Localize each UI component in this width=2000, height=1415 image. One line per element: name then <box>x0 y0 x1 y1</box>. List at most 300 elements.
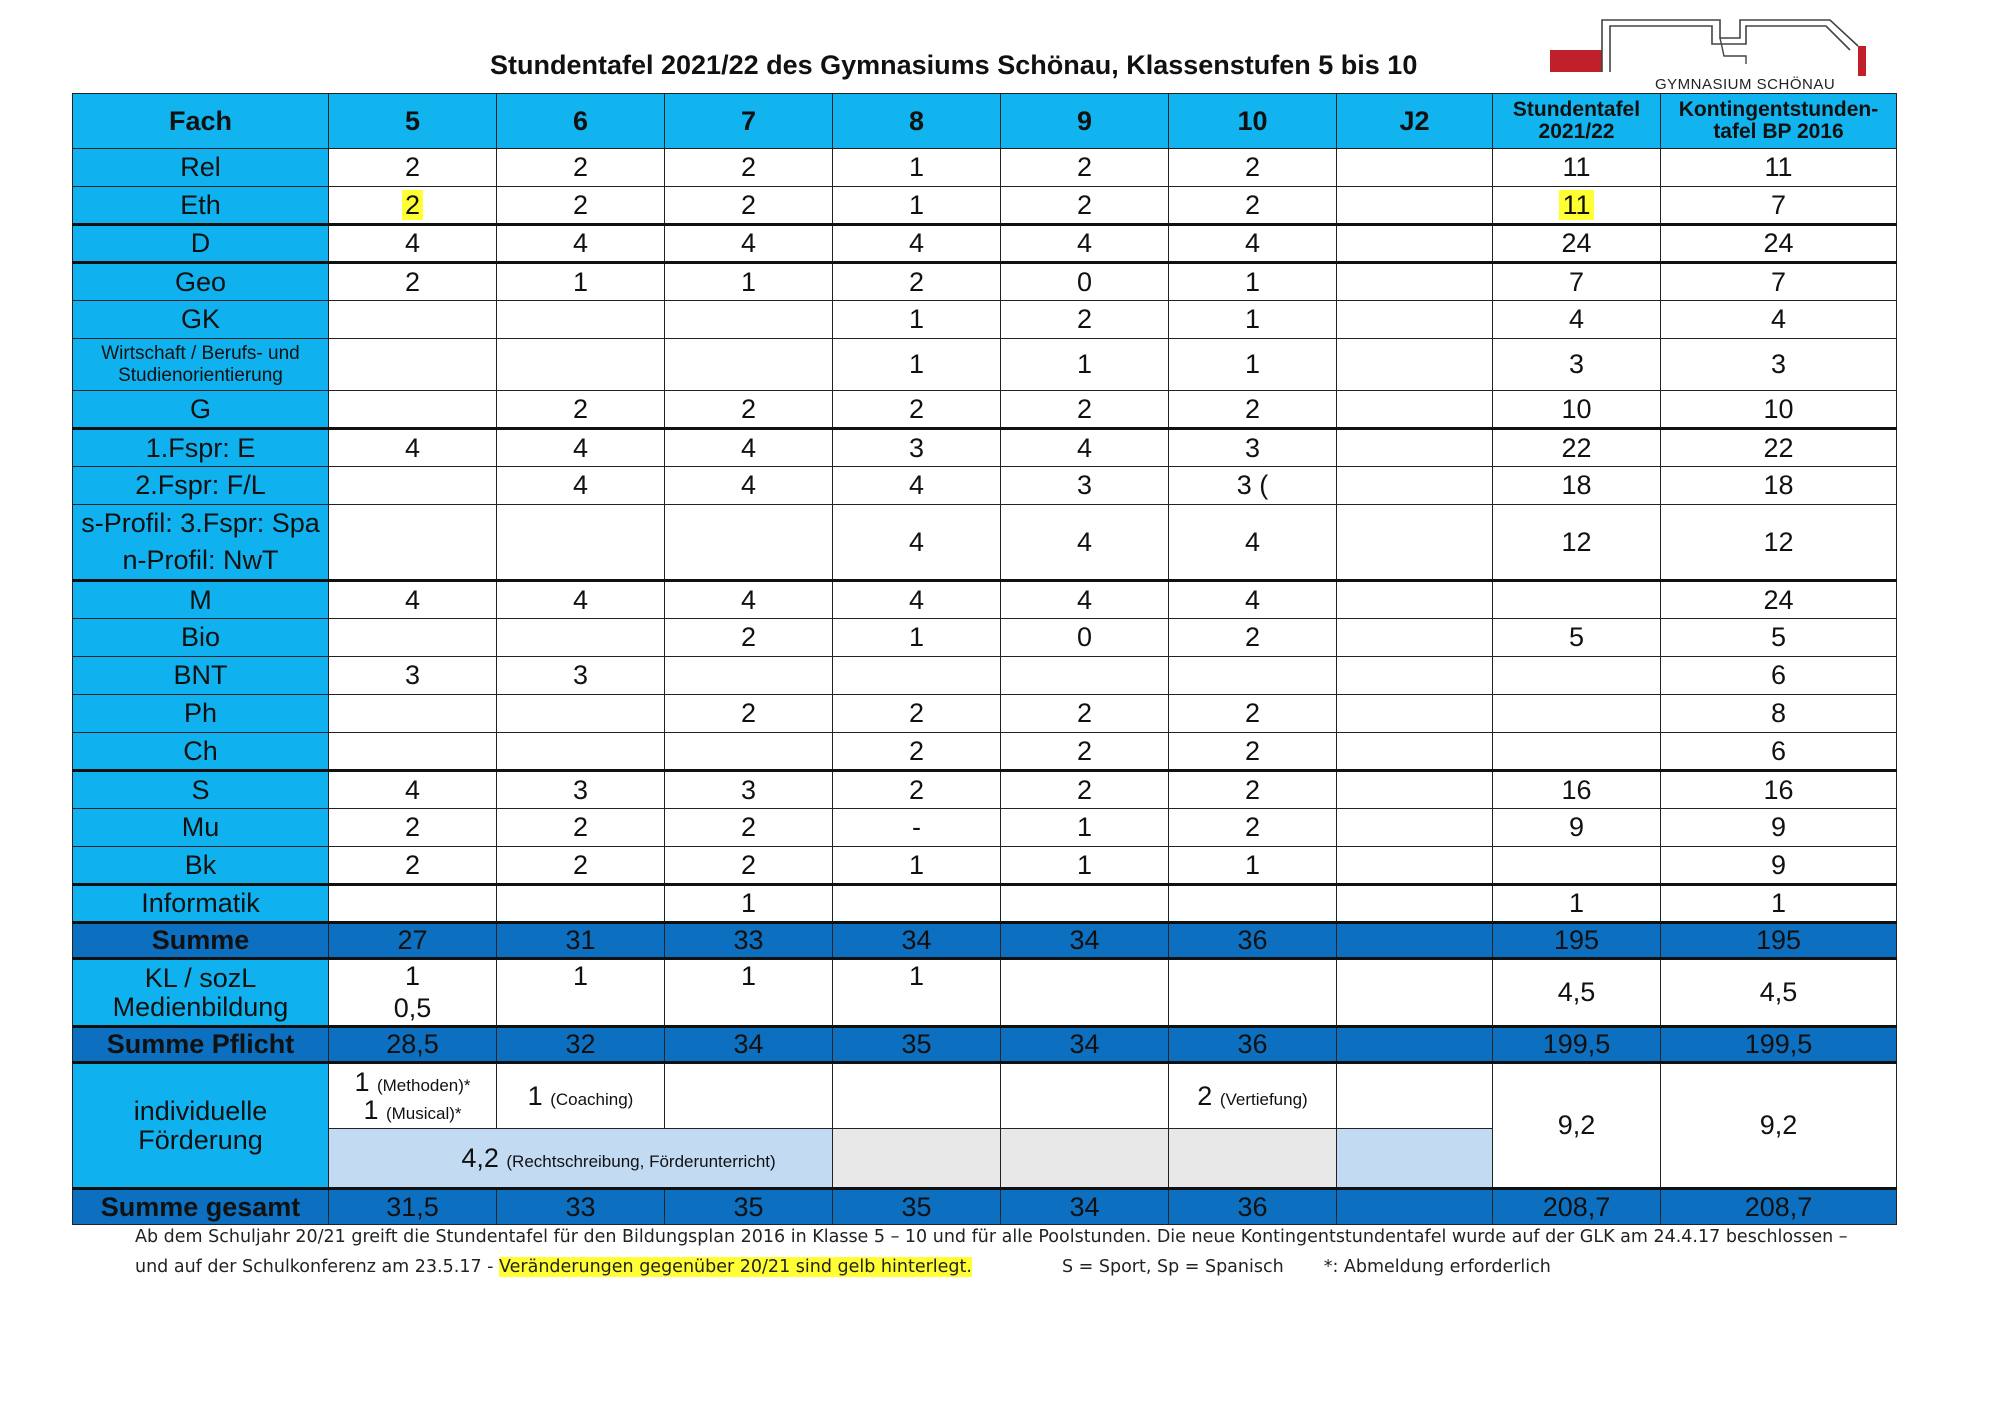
summe-pflicht-row-stundentafel: 199,5 <box>1493 1027 1661 1063</box>
hours-cell <box>1337 809 1493 847</box>
rechtschreibung-cell <box>329 1129 833 1189</box>
hours-cell <box>497 733 665 771</box>
hours-cell: 4 <box>329 581 497 619</box>
subject-row <box>73 619 1897 657</box>
hours-cell: 2 <box>665 847 833 885</box>
hours-cell <box>1337 225 1493 263</box>
foerderung-stundentafel: 9,2 <box>1493 1063 1661 1189</box>
subject-name: Rel <box>73 149 329 187</box>
summe-row-stundentafel: 195 <box>1493 923 1661 959</box>
stundentafel-total: 9 <box>1493 809 1661 847</box>
hours-cell <box>329 301 497 339</box>
hours-cell <box>665 301 833 339</box>
hours-cell: - <box>833 809 1001 847</box>
hours-cell: 2 <box>1169 733 1337 771</box>
footnote-line-2 <box>135 1252 1915 1282</box>
hours-cell: 3 <box>497 771 665 809</box>
vertiefung-entry <box>1169 1082 1336 1110</box>
subject-name: D <box>73 225 329 263</box>
hours-cell <box>833 657 1001 695</box>
page-title: Stundentafel 2021/22 des Gymnasiums Schönau, Klassenstufen 5 bis 10 <box>490 50 1418 80</box>
hours-cell: 4 <box>497 429 665 467</box>
hours-cell <box>329 187 497 225</box>
subject-name: Eth <box>73 187 329 225</box>
subject-row <box>73 847 1897 885</box>
subject-row <box>73 339 1897 391</box>
musical-entry-hours: 1 <box>363 1095 379 1125</box>
hours-cell <box>1337 771 1493 809</box>
hours-cell <box>497 885 665 923</box>
subject-row <box>73 885 1897 923</box>
summe-gesamt-row-cell: 31,5 <box>329 1189 497 1225</box>
hours-cell: 2 <box>1001 733 1169 771</box>
hours-cell <box>1337 581 1493 619</box>
hours-cell <box>1169 657 1337 695</box>
hours-cell <box>1337 619 1493 657</box>
subject-row <box>73 809 1897 847</box>
kontingent-total: 16 <box>1661 771 1897 809</box>
musical-entry-label: (Musical)* <box>385 1104 462 1123</box>
hours-cell <box>1337 695 1493 733</box>
hours-cell: 3 <box>497 657 665 695</box>
hours-cell: 3 <box>1169 429 1337 467</box>
hours-cell: 4 <box>1169 581 1337 619</box>
foerderung-label-line: individuelle <box>133 1096 268 1127</box>
hours-cell: 4 <box>1001 505 1169 581</box>
hours-cell: 1 <box>665 263 833 301</box>
hours-cell <box>665 733 833 771</box>
hours-cell: 2 <box>665 149 833 187</box>
hours-cell <box>665 657 833 695</box>
hours-cell <box>1169 885 1337 923</box>
header-row <box>73 94 1897 149</box>
timetable <box>72 93 1897 1225</box>
subject-row <box>73 187 1897 225</box>
foerderung-cell-9 <box>1001 1063 1169 1129</box>
hours-cell: 4 <box>329 771 497 809</box>
kontingent-total: 11 <box>1661 149 1897 187</box>
stundentafel-total: 24 <box>1493 225 1661 263</box>
footnote-abbreviations: S = Sport, Sp = Spanisch <box>1061 1257 1284 1277</box>
footnote-line-1: Ab dem Schuljahr 20/21 greift die Stundentafel für den Bildungsplan 2016 in Klasse 5 – 10 und für alle Poolstunden. Die neue Kontingentstundentafel wurde auf der GLK am 24.4.17 beschlossen – <box>135 1227 1848 1247</box>
kontingent-total: 10 <box>1661 391 1897 429</box>
hours-cell: 2 <box>1169 391 1337 429</box>
hours-cell: 4 <box>665 225 833 263</box>
summe-row-kontingent: 195 <box>1661 923 1897 959</box>
kl-label-line: KL / sozL <box>144 963 257 994</box>
summe-pflicht-row-cell: 28,5 <box>329 1027 497 1063</box>
foerderung-cell-10 <box>1169 1063 1337 1129</box>
kl-cell-empty <box>1169 959 1337 1027</box>
subject-row <box>73 429 1897 467</box>
hours-cell: 3 <box>329 657 497 695</box>
subject-row <box>73 657 1897 695</box>
kl-cell-5-value: 1 <box>404 961 421 991</box>
hours-cell: 2 <box>665 809 833 847</box>
hours-cell <box>1337 339 1493 391</box>
kl-cell-empty <box>1001 959 1169 1027</box>
hours-cell: 2 <box>1001 187 1169 225</box>
hours-cell: 4 <box>329 225 497 263</box>
summe-pflicht-row-cell: 35 <box>833 1027 1001 1063</box>
coaching-entry-hours: 1 <box>527 1080 543 1111</box>
summe-gesamt-row-cell <box>1337 1189 1493 1225</box>
kontingent-total: 7 <box>1661 263 1897 301</box>
hours-cell: 1 <box>497 263 665 301</box>
hours-cell: 2 <box>329 149 497 187</box>
subject-row <box>73 225 1897 263</box>
hours-cell: 2 <box>497 809 665 847</box>
summe-pflicht-row-cell: 34 <box>1001 1027 1169 1063</box>
methoden-entry <box>329 1068 496 1096</box>
subject-name: Mu <box>73 809 329 847</box>
hours-cell: 3 ( <box>1169 467 1337 505</box>
subject-row <box>73 505 1897 581</box>
kontingent-total: 6 <box>1661 733 1897 771</box>
hours-cell: 1 <box>833 149 1001 187</box>
kl-cell: 1 <box>833 959 1001 1027</box>
hours-cell <box>1337 429 1493 467</box>
hours-cell: 0 <box>1001 263 1169 301</box>
subject-row <box>73 391 1897 429</box>
hours-cell <box>1001 657 1169 695</box>
kl-cell: 1 <box>665 959 833 1027</box>
header-class-10: 10 <box>1169 94 1337 149</box>
hours-cell <box>329 391 497 429</box>
footnotes <box>135 1222 1915 1282</box>
summe-gesamt-row-cell: 35 <box>665 1189 833 1225</box>
hours-cell: 2 <box>497 847 665 885</box>
header-stundentafel-line1: Stundentafel <box>1512 97 1641 121</box>
school-logo <box>1550 12 1866 92</box>
kl-kontingent: 4,5 <box>1661 959 1897 1027</box>
hours-cell <box>1337 187 1493 225</box>
summe-pflicht-row-cell: 32 <box>497 1027 665 1063</box>
hours-cell: 2 <box>329 809 497 847</box>
kl-stundentafel: 4,5 <box>1493 959 1661 1027</box>
changed-value-highlight: 11 <box>1559 190 1593 220</box>
summe-row-cell: 34 <box>833 923 1001 959</box>
kl-label-line: Medienbildung <box>112 991 289 1022</box>
hours-cell <box>329 733 497 771</box>
hours-cell: 4 <box>833 581 1001 619</box>
hours-cell: 4 <box>1001 225 1169 263</box>
summe-gesamt-row-cell: 36 <box>1169 1189 1337 1225</box>
subject-name: BNT <box>73 657 329 695</box>
hours-cell: 2 <box>665 391 833 429</box>
stundentafel-total: 11 <box>1493 149 1661 187</box>
kl-label <box>73 959 329 1027</box>
hours-cell: 2 <box>1001 301 1169 339</box>
hours-cell: 2 <box>1001 695 1169 733</box>
hours-cell: 1 <box>1001 847 1169 885</box>
stundentafel-total <box>1493 581 1661 619</box>
kontingent-total: 22 <box>1661 429 1897 467</box>
foerderung-cell-6 <box>497 1063 665 1129</box>
summe-row-cell: 31 <box>497 923 665 959</box>
summe-row <box>73 923 1897 959</box>
hours-cell <box>329 505 497 581</box>
header-kontingent-line1: Kontingentstunden- <box>1678 97 1879 121</box>
stundentafel-total: 7 <box>1493 263 1661 301</box>
hours-cell <box>1337 301 1493 339</box>
hours-cell: 4 <box>1169 505 1337 581</box>
header-class-7: 7 <box>665 94 833 149</box>
hours-cell: 2 <box>497 149 665 187</box>
hours-cell <box>329 885 497 923</box>
hours-cell <box>1337 733 1493 771</box>
kl-cell: 1 <box>497 959 665 1027</box>
foerderung-cell-empty <box>1337 1129 1493 1189</box>
hours-cell: 4 <box>1001 581 1169 619</box>
hours-cell <box>329 467 497 505</box>
kontingent-total: 6 <box>1661 657 1897 695</box>
header-fach: Fach <box>73 94 329 149</box>
hours-cell: 0 <box>1001 619 1169 657</box>
hours-cell: 4 <box>497 225 665 263</box>
kontingent-total: 24 <box>1661 225 1897 263</box>
hours-cell <box>497 301 665 339</box>
methoden-entry-hours: 1 <box>354 1066 370 1097</box>
kontingent-total: 8 <box>1661 695 1897 733</box>
hours-cell: 2 <box>1169 149 1337 187</box>
hours-cell <box>1337 263 1493 301</box>
hours-cell: 3 <box>665 771 833 809</box>
hours-cell: 4 <box>833 467 1001 505</box>
hours-cell: 4 <box>1001 429 1169 467</box>
subject-name: Wirtschaft / Berufs- und Studienorientierung <box>73 339 329 391</box>
hours-cell <box>665 339 833 391</box>
hours-cell: 1 <box>833 847 1001 885</box>
hours-cell: 1 <box>833 301 1001 339</box>
subject-name: Bk <box>73 847 329 885</box>
stundentafel-total: 22 <box>1493 429 1661 467</box>
subject-name: Bio <box>73 619 329 657</box>
summe-gesamt-row-stundentafel: 208,7 <box>1493 1189 1661 1225</box>
hours-cell: 4 <box>665 581 833 619</box>
kontingent-total: 4 <box>1661 301 1897 339</box>
hours-cell: 4 <box>665 429 833 467</box>
subject-name: Ch <box>73 733 329 771</box>
hours-cell: 1 <box>1169 301 1337 339</box>
kontingent-total: 5 <box>1661 619 1897 657</box>
hours-cell: 4 <box>665 467 833 505</box>
summe-gesamt-row-cell: 35 <box>833 1189 1001 1225</box>
hours-cell: 2 <box>1001 771 1169 809</box>
kontingent-total: 24 <box>1661 581 1897 619</box>
stundentafel-total <box>1493 733 1661 771</box>
kontingent-total: 12 <box>1661 505 1897 581</box>
hours-cell: 1 <box>1001 809 1169 847</box>
stundentafel-total <box>1493 187 1661 225</box>
foerderung-cell-empty <box>1001 1129 1169 1189</box>
foerderung-cell-j2 <box>1337 1063 1493 1129</box>
summe-row-cell: 36 <box>1169 923 1337 959</box>
stundentafel-total: 5 <box>1493 619 1661 657</box>
hours-cell: 2 <box>833 391 1001 429</box>
summe-gesamt-row-label: Summe gesamt <box>73 1189 329 1225</box>
hours-cell: 2 <box>1169 695 1337 733</box>
foerderung-cell-7 <box>665 1063 833 1129</box>
hours-cell <box>1337 885 1493 923</box>
vertiefung-entry-label: (Vertiefung) <box>1219 1089 1308 1109</box>
hours-cell: 2 <box>665 619 833 657</box>
hours-cell <box>497 505 665 581</box>
header-class-8: 8 <box>833 94 1001 149</box>
hours-cell: 4 <box>833 225 1001 263</box>
hours-cell: 1 <box>665 885 833 923</box>
subject-name: Geo <box>73 263 329 301</box>
hours-cell: 2 <box>665 187 833 225</box>
foerderung-kontingent: 9,2 <box>1661 1063 1897 1189</box>
hours-cell: 2 <box>497 187 665 225</box>
hours-cell: 2 <box>1169 809 1337 847</box>
hours-cell: 1 <box>1001 339 1169 391</box>
hours-cell: 3 <box>1001 467 1169 505</box>
hours-cell: 1 <box>833 187 1001 225</box>
header-class-9: 9 <box>1001 94 1169 149</box>
subject-name-line2: n-Profil: NwT <box>122 545 279 575</box>
hours-cell <box>329 339 497 391</box>
subject-name <box>73 505 329 581</box>
summe-row-cell: 34 <box>1001 923 1169 959</box>
hours-cell: 4 <box>497 467 665 505</box>
kontingent-total: 7 <box>1661 187 1897 225</box>
header-stundentafel <box>1493 94 1661 149</box>
foerderung-cell-empty <box>833 1129 1001 1189</box>
foerderung-label <box>73 1063 329 1189</box>
foerderung-row-top <box>73 1063 1897 1129</box>
stundentafel-total <box>1493 695 1661 733</box>
subject-name: 2.Fspr: F/L <box>73 467 329 505</box>
hours-cell <box>1337 505 1493 581</box>
stundentafel-total: 1 <box>1493 885 1661 923</box>
subject-name: 1.Fspr: E <box>73 429 329 467</box>
header-class-5: 5 <box>329 94 497 149</box>
summe-row-cell <box>1337 923 1493 959</box>
stundentafel-total: 16 <box>1493 771 1661 809</box>
changed-value-highlight: 2 <box>402 190 423 220</box>
hours-cell <box>665 505 833 581</box>
kl-cell-empty <box>1337 959 1493 1027</box>
hours-cell <box>497 619 665 657</box>
hours-cell <box>1337 391 1493 429</box>
subject-row <box>73 263 1897 301</box>
subject-row <box>73 771 1897 809</box>
subject-row <box>73 149 1897 187</box>
rechtschreibung-entry-hours: 4,2 <box>461 1142 499 1173</box>
stundentafel-total <box>1493 847 1661 885</box>
hours-cell: 2 <box>1001 149 1169 187</box>
footnote-asterisk: *: Abmeldung erforderlich <box>1323 1257 1551 1277</box>
hours-cell: 3 <box>833 429 1001 467</box>
summe-pflicht-row-cell: 36 <box>1169 1027 1337 1063</box>
rechtschreibung-entry-label: (Rechtschreibung, Förderunterricht) <box>506 1151 776 1171</box>
coaching-entry <box>497 1082 664 1110</box>
subject-name: GK <box>73 301 329 339</box>
hours-cell <box>833 885 1001 923</box>
subject-row <box>73 301 1897 339</box>
stundentafel-total: 10 <box>1493 391 1661 429</box>
foerderung-cell-empty <box>1169 1129 1337 1189</box>
hours-cell <box>1337 467 1493 505</box>
hours-cell <box>1337 657 1493 695</box>
hours-cell: 2 <box>1169 771 1337 809</box>
logo-text: GYMNASIUM SCHÖNAU <box>1655 76 1836 93</box>
hours-cell: 1 <box>833 339 1001 391</box>
vertiefung-entry-hours: 2 <box>1197 1080 1213 1111</box>
foerderung-cell-5 <box>329 1063 497 1129</box>
foerderung-cell-8 <box>833 1063 1001 1129</box>
hours-cell <box>1001 885 1169 923</box>
hours-cell: 2 <box>1001 391 1169 429</box>
summe-row-cell: 27 <box>329 923 497 959</box>
hours-cell <box>1337 149 1493 187</box>
summe-row-label: Summe <box>73 923 329 959</box>
summe-pflicht-row-cell <box>1337 1027 1493 1063</box>
summe-gesamt-row-kontingent: 208,7 <box>1661 1189 1897 1225</box>
subject-row <box>73 733 1897 771</box>
kontingent-total: 9 <box>1661 847 1897 885</box>
hours-cell: 4 <box>497 581 665 619</box>
header-j2: J2 <box>1337 94 1493 149</box>
header-stundentafel-line2: 2021/22 <box>1538 120 1615 143</box>
kontingent-total: 18 <box>1661 467 1897 505</box>
subject-row <box>73 467 1897 505</box>
summe-gesamt-row-cell: 34 <box>1001 1189 1169 1225</box>
hours-cell: 2 <box>329 847 497 885</box>
hours-cell: 2 <box>329 263 497 301</box>
kl-cell-5 <box>329 959 497 1027</box>
summe-pflicht-row-label: Summe Pflicht <box>73 1027 329 1063</box>
coaching-entry-label: (Coaching) <box>550 1089 634 1109</box>
hours-cell: 4 <box>833 505 1001 581</box>
summe-pflicht-row-cell: 34 <box>665 1027 833 1063</box>
subject-name: S <box>73 771 329 809</box>
hours-cell <box>1337 847 1493 885</box>
subject-name-line1: s-Profil: 3.Fspr: Spa <box>81 508 320 538</box>
stundentafel-total: 4 <box>1493 301 1661 339</box>
footnote-text: und auf der Schulkonferenz am 23.5.17 - <box>135 1257 500 1277</box>
hours-cell: 1 <box>1169 339 1337 391</box>
subject-name: G <box>73 391 329 429</box>
hours-cell: 1 <box>833 619 1001 657</box>
hours-cell: 2 <box>833 733 1001 771</box>
summe-gesamt-row-cell: 33 <box>497 1189 665 1225</box>
rechtschreibung-entry <box>405 1144 832 1172</box>
hours-cell: 2 <box>833 263 1001 301</box>
subject-row <box>73 695 1897 733</box>
hours-cell <box>497 339 665 391</box>
header-class-6: 6 <box>497 94 665 149</box>
kl-row <box>73 959 1897 1027</box>
summe-pflicht-row-kontingent: 199,5 <box>1661 1027 1897 1063</box>
hours-cell: 4 <box>329 429 497 467</box>
kontingent-total: 3 <box>1661 339 1897 391</box>
hours-cell: 2 <box>1169 187 1337 225</box>
foerderung-label-line: Förderung <box>138 1124 263 1155</box>
summe-gesamt-row <box>73 1189 1897 1225</box>
subject-row <box>73 581 1897 619</box>
hours-cell: 2 <box>497 391 665 429</box>
subject-name: M <box>73 581 329 619</box>
summe-row-cell: 33 <box>665 923 833 959</box>
hours-cell: 2 <box>1169 619 1337 657</box>
kontingent-total: 9 <box>1661 809 1897 847</box>
stundentafel-total: 12 <box>1493 505 1661 581</box>
hours-cell <box>329 619 497 657</box>
kontingent-total: 1 <box>1661 885 1897 923</box>
